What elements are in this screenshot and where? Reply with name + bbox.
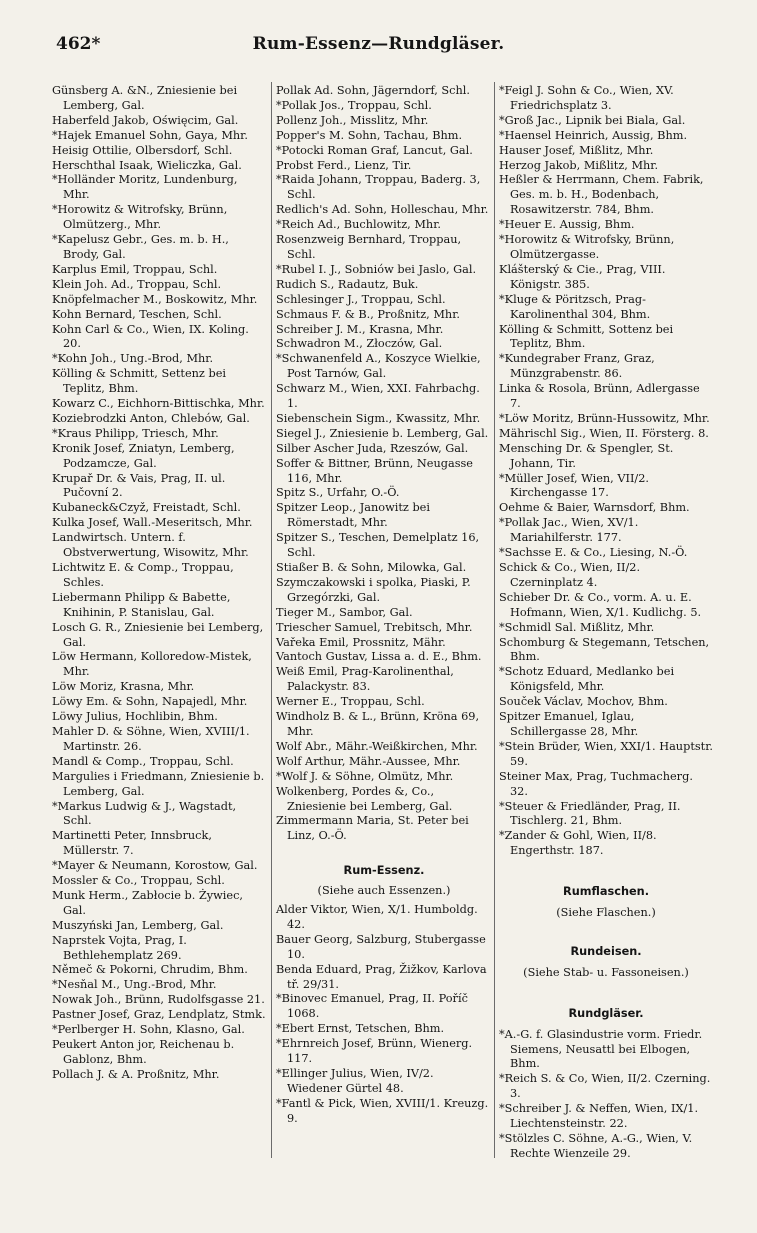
directory-entry: Karplus Emil, Troppau, Schl. — [52, 262, 218, 276]
directory-entry: *Steuer & Friedländer, Prag, II. Tischlerg. 21, Bhm. — [499, 799, 681, 828]
column-3-rundglaeser-entries — [499, 1028, 713, 1162]
directory-entry: *Ellinger Julius, Wien, IV/2. Wiedener Gürtel 48. — [276, 1067, 434, 1095]
directory-entry: Stiaßer B. & Sohn, Milowka, Gal. — [276, 561, 467, 574]
section-note-rumflaschen: (Siehe Flaschen.) — [556, 906, 656, 920]
directory-entry: Windholz B. & L., Brünn, Kröna 69, Mhr. — [276, 710, 480, 738]
directory-entry: *Ebert Ernst, Tetschen, Bhm. — [276, 1022, 445, 1036]
directory-entry: *Raida Johann, Troppau, Baderg. 3, Schl. — [276, 173, 481, 202]
page-title: Rum-Essenz—Rundgläser. — [252, 34, 505, 54]
column-3 — [499, 84, 713, 1162]
directory-entry: *Kohn Joh., Ung.-Brod, Mhr. — [52, 352, 214, 366]
directory-entry: Günsberg A. &N., Zniesienie bei Lemberg, Gal. — [52, 84, 238, 112]
directory-entry: Landwirtsch. Untern. f. Obstverwertung, Wisowitz, Mhr. — [52, 531, 249, 560]
directory-entry: Mahler D. & Söhne, Wien, XVIII/1. Martinstr. 26. — [52, 724, 250, 753]
directory-entry: Herzog Jakob, Mißlitz, Mhr. — [499, 158, 659, 172]
column-1 — [52, 84, 266, 1083]
directory-entry: Pastner Josef, Graz, Lendplatz, Stmk. — [52, 1008, 266, 1022]
directory-entry: *Mayer & Neumann, Korostow, Gal. — [52, 859, 258, 873]
directory-entry: Kubaneck&Czyž, Freistadt, Schl. — [52, 501, 241, 515]
directory-entry: *Fantl & Pick, Wien, XVIII/1. Kreuzg. 9. — [276, 1096, 489, 1125]
section-heading-rumflaschen: Rumflaschen. — [563, 885, 649, 899]
directory-entry: Linka & Rosola, Brünn, Adlergasse 7. — [499, 382, 700, 411]
directory-entry: Schomburg & Stegemann, Tetschen, Bhm. — [499, 635, 710, 664]
directory-entry: Soffer & Bittner, Brünn, Neugasse 116, Mhr. — [276, 456, 473, 485]
directory-entry: Siegel J., Zniesienie b. Lemberg, Gal. — [276, 426, 489, 440]
directory-entry: Kulka Josef, Wall.-Meseritsch, Mhr. — [52, 516, 253, 530]
directory-entry: *Kraus Philipp, Triesch, Mhr. — [52, 426, 219, 440]
directory-entry: *Müller Josef, Wien, VII/2. Kirchengasse 17. — [499, 471, 650, 500]
directory-entry: *Horowitz & Witrofsky, Brünn, Olmützergasse. — [499, 233, 675, 261]
directory-entry: *Pollak Jos., Troppau, Schl. — [276, 98, 432, 112]
directory-entry: *Horowitz & Witrofsky, Brünn, Olmützerg., Mhr. — [52, 203, 228, 232]
directory-entry: *Pollak Jac., Wien, XV/1. Mariahilferstr. 177. — [499, 516, 639, 545]
directory-entry: Schreiber J. M., Krasna, Mhr. — [276, 322, 444, 336]
directory-entry: Vantoch Gustav, Lissa a. d. E., Bhm. — [276, 650, 482, 664]
directory-entry: Losch G. R., Zniesienie bei Lemberg, Gal. — [52, 620, 264, 649]
directory-entry: Spitzer Leop., Janowitz bei Römerstadt, Mhr. — [276, 501, 430, 530]
directory-entry: *Stein Brüder, Wien, XXI/1. Hauptstr. 59. — [499, 739, 713, 768]
directory-entry: *Heuer E. Aussig, Bhm. — [499, 218, 635, 232]
directory-entry: *Hajek Emanuel Sohn, Gaya, Mhr. — [52, 128, 248, 142]
directory-entry: Hauser Josef, Mißlitz, Mhr. — [499, 143, 654, 157]
directory-entry: Kölling & Schmitt, Settenz bei Teplitz, Bhm. — [52, 367, 226, 396]
directory-entry: *Holländer Moritz, Lundenburg, Mhr. — [52, 173, 238, 202]
directory-entry: Redlich's Ad. Sohn, Holleschau, Mhr. — [276, 203, 489, 217]
directory-entry: *Binovec Emanuel, Prag, II. Poříč 1068. — [276, 992, 468, 1021]
directory-entry: Nowak Joh., Brünn, Rudolfsgasse 21. — [52, 993, 265, 1007]
directory-entry: Wolkenberg, Pordes &, Co., Zniesienie bei Lemberg, Gal. — [276, 784, 453, 813]
directory-entry: Kohn Carl & Co., Wien, IX. Koling. 20. — [52, 322, 249, 351]
directory-entry: Szymczakowski i spolka, Piaski, P. Grzegórzki, Gal. — [276, 575, 471, 604]
directory-entry: Knöpfelmacher M., Boskowitz, Mhr. — [52, 292, 258, 306]
directory-entry: Rudich S., Radautz, Buk. — [276, 277, 419, 291]
directory-entry: Schwadron M., Złoczów, Gal. — [276, 337, 443, 351]
directory-entry: Siebenschein Sigm., Kwassitz, Mhr. — [276, 411, 481, 425]
directory-entry: Lichtwitz E. & Comp., Troppau, Schles. — [52, 561, 234, 589]
directory-entry: *Markus Ludwig & J., Wagstadt, Schl. — [52, 799, 237, 828]
directory-entry: Pollach J. & A. Proßnitz, Mhr. — [52, 1067, 220, 1081]
directory-entry: Souček Václav, Mochov, Bhm. — [499, 695, 668, 709]
directory-entry: *Ehrnreich Josef, Brünn, Wienerg. 117. — [276, 1037, 473, 1066]
directory-entry: Pollenz Joh., Misslitz, Mhr. — [276, 113, 429, 127]
section-note-rum-essenz: (Siehe auch Essenzen.) — [317, 884, 451, 898]
directory-entry: Weiß Emil, Prag-Karolinenthal, Palackystr. 83. — [276, 665, 454, 694]
directory-entry: Heßler & Herrmann, Chem. Fabrik, Ges. m. b. H., Bodenbach, Rosawitzerstr. 784, Bhm. — [499, 173, 704, 217]
page-number: 462* — [56, 34, 101, 54]
directory-entry: Mandl & Comp., Troppau, Schl. — [52, 754, 234, 768]
directory-entry: *Potocki Roman Graf, Lancut, Gal. — [276, 143, 473, 157]
directory-entry: *Rubel I. J., Sobniów bei Jaslo, Gal. — [276, 262, 477, 276]
directory-entry: Heisig Ottilie, Olbersdorf, Schl. — [52, 143, 233, 157]
directory-entry: Krupař Dr. & Vais, Prag, II. ul. Pučovní 2. — [52, 471, 226, 500]
column-2 — [276, 84, 492, 1127]
directory-entry: *Stölzles C. Söhne, A.-G., Wien, V. Rechte Wienzeile 29. — [499, 1132, 693, 1160]
directory-entry: *Wolf J. & Söhne, Olmütz, Mhr. — [276, 769, 454, 783]
directory-entry: *Reich S. & Co, Wien, II/2. Czerning. 3. — [499, 1072, 711, 1101]
directory-entry: Popper's M. Sohn, Tachau, Bhm. — [276, 128, 463, 142]
directory-entry: Zimmermann Maria, St. Peter bei Linz, O.-Ö. — [276, 814, 469, 843]
directory-entry: *Sachsse E. & Co., Liesing, N.-Ö. — [499, 546, 688, 560]
directory-entry: Vařeka Emil, Prossnitz, Mähr. — [276, 635, 446, 649]
directory-entry: *Perlberger H. Sohn, Klasno, Gal. — [52, 1023, 245, 1037]
directory-entry: *Nesňal M., Ung.-Brod, Mhr. — [52, 978, 217, 992]
directory-entry: *Kluge & Pöritzsch, Prag-Karolinenthal 304, Bhm. — [499, 292, 651, 321]
section-heading-rundglaeser: Rundgläser. — [568, 1006, 644, 1020]
section-note-rundeisen: (Siehe Stab- u. Fassoneisen.) — [523, 965, 689, 979]
directory-entry: Löwy Julius, Hochlibin, Bhm. — [52, 710, 218, 724]
section-heading-rum-essenz: Rum-Essenz. — [343, 864, 425, 878]
directory-entry: Löwy Em. & Sohn, Napajedl, Mhr. — [52, 695, 248, 709]
directory-entry: Muszyński Jan, Lemberg, Gal. — [52, 918, 224, 932]
directory-entry: Silber Ascher Juda, Rzeszów, Gal. — [276, 441, 469, 455]
directory-entry: Haberfeld Jakob, Oświęcim, Gal. — [52, 113, 239, 127]
directory-entry: Pollak Ad. Sohn, Jägerndorf, Schl. — [276, 84, 470, 97]
directory-entry: *Schmidl Sal. Mißlitz, Mhr. — [499, 620, 655, 634]
directory-entry: *A.-G. f. Glasindustrie vorm. Friedr. Siemens, Neusattl bei Elbogen, Bhm. — [499, 1027, 703, 1071]
directory-entry: Spitzer S., Teschen, Demelplatz 16, Schl. — [276, 531, 480, 560]
directory-entry: Kronik Josef, Zniatyn, Lemberg, Podzamcze, Gal. — [52, 441, 235, 470]
directory-entry: Triescher Samuel, Trebitsch, Mhr. — [276, 620, 473, 634]
directory-entry: Koziebrodzki Anton, Chlebów, Gal. — [52, 411, 250, 425]
directory-entry: Schmaus F. & B., Proßnitz, Mhr. — [276, 307, 460, 321]
directory-entry: Werner E., Troppau, Schl. — [276, 695, 425, 709]
directory-entry: Benda Eduard, Prag, Žižkov, Karlova tř. 29/31. — [276, 962, 487, 991]
directory-entry: Mensching Dr. & Spengler, St. Johann, Tir. — [499, 441, 674, 470]
column-divider — [494, 82, 495, 1158]
directory-entry: Schieber Dr. & Co., vorm. A. u. E. Hofmann, Wien, X/1. Kudlichg. 5. — [499, 590, 702, 619]
section-heading-rundeisen: Rundeisen. — [570, 944, 642, 958]
directory-entry: Schick & Co., Wien, II/2. Czerninplatz 4. — [499, 561, 641, 589]
directory-entry: Oehme & Baier, Warnsdorf, Bhm. — [499, 501, 690, 515]
directory-entry: *Feigl J. Sohn & Co., Wien, XV. Friedrichsplatz 3. — [499, 84, 674, 112]
directory-entry: Probst Ferd., Lienz, Tir. — [276, 158, 412, 172]
column-2-rum-essenz-entries — [276, 903, 492, 1127]
directory-entry: Klášterský & Cie., Prag, VIII. Königstr. 385. — [499, 262, 666, 291]
directory-entry: Mährischl Sig., Wien, II. Försterg. 8. — [499, 426, 709, 440]
directory-entry: Bauer Georg, Salzburg, Stubergasse 10. — [276, 932, 486, 961]
column-divider — [271, 82, 272, 1158]
directory-entry: *Groß Jac., Lipnik bei Biala, Gal. — [499, 113, 686, 127]
directory-entry: Klein Joh. Ad., Troppau, Schl. — [52, 277, 222, 291]
directory-entry: *Haensel Heinrich, Aussig, Bhm. — [499, 128, 688, 142]
directory-entry: Rosenzweig Bernhard, Troppau, Schl. — [276, 233, 462, 261]
directory-entry: *Löw Moritz, Brünn-Hussowitz, Mhr. — [499, 411, 710, 425]
directory-entry: Martinetti Peter, Innsbruck, Müllerstr. 7. — [52, 829, 212, 858]
directory-entry: Löw Moriz, Krasna, Mhr. — [52, 680, 195, 694]
directory-entry: Kölling & Schmitt, Sottenz bei Teplitz, Bhm. — [499, 322, 674, 351]
directory-entry: Němeč & Pokorni, Chrudim, Bhm. — [52, 963, 248, 977]
directory-entry: Spitzer Emanuel, Iglau, Schillergasse 28, Mhr. — [499, 710, 639, 738]
directory-entry: Margulies i Friedmann, Zniesienie b. Lemberg, Gal. — [52, 769, 265, 798]
directory-entry: Peukert Anton jor, Reichenau b. Gablonz, Bhm. — [52, 1038, 235, 1066]
directory-entry: *Zander & Gohl, Wien, II/8. Engerthstr. 187. — [499, 829, 657, 858]
directory-entry: *Schwanenfeld A., Koszyce Wielkie, Post Tarnów, Gal. — [276, 352, 481, 381]
directory-entry: Alder Viktor, Wien, X/1. Humboldg. 42. — [276, 903, 478, 931]
directory-entry: Liebermann Philipp & Babette, Knihinin, P. Stanislau, Gal. — [52, 590, 231, 619]
directory-entry: Wolf Arthur, Mähr.-Aussee, Mhr. — [276, 754, 461, 768]
directory-entry: Schwarz M., Wien, XXI. Fahrbachg. 1. — [276, 382, 480, 411]
directory-entry: Steiner Max, Prag, Tuchmacherg. 32. — [499, 769, 693, 798]
directory-entry: *Kapelusz Gebr., Ges. m. b. H., Brody, Gal. — [52, 233, 229, 261]
directory-entry: *Schotz Eduard, Medlanko bei Königsfeld, Mhr. — [499, 665, 675, 694]
directory-entry: Spitz S., Urfahr, O.-Ö. — [276, 486, 400, 500]
directory-entry: Mossler & Co., Troppau, Schl. — [52, 874, 225, 888]
directory-entry: Kohn Bernard, Teschen, Schl. — [52, 307, 222, 321]
column-3-entries — [499, 84, 713, 859]
directory-entry: *Schreiber J. & Neffen, Wien, IX/1. Liechtensteinstr. 22. — [499, 1102, 699, 1131]
directory-entry: Löw Hermann, Kolloredow-Mistek, Mhr. — [52, 650, 252, 679]
directory-entry: *Reich Ad., Buchlowitz, Mhr. — [276, 218, 441, 232]
directory-entry: Munk Herm., Zabłocie b. Żywiec, Gal. — [52, 888, 244, 917]
directory-entry: Schlesinger J., Troppau, Schl. — [276, 292, 446, 306]
directory-entry: Herschthal Isaak, Wieliczka, Gal. — [52, 158, 242, 172]
directory-entry: Kowarz C., Eichhorn-Bittischka, Mhr. — [52, 397, 265, 411]
column-2-entries — [276, 84, 492, 844]
directory-entry: Wolf Abr., Mähr.-Weißkirchen, Mhr. — [276, 739, 478, 753]
directory-entry: Tieger M., Sambor, Gal. — [276, 605, 413, 619]
directory-entry: Naprstek Vojta, Prag, I. Bethlehemplatz 269. — [52, 933, 187, 962]
directory-entry: *Kundegraber Franz, Graz, Münzgrabenstr. 86. — [499, 352, 655, 381]
